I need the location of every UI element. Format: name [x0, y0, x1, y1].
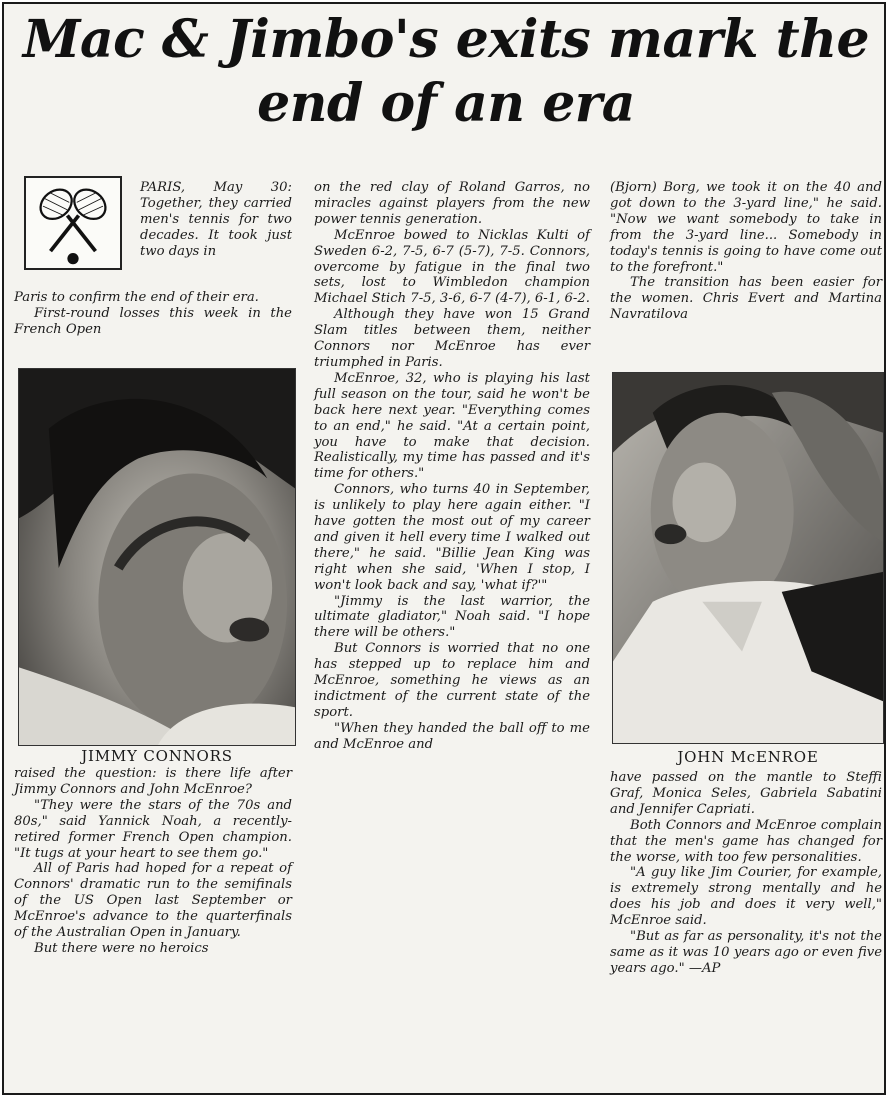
paragraph: have passed on the mantle to Steffi Graf, Monica Seles, Gabriela Sabatini and Jennifer Capriati. [610, 770, 882, 817]
column-3-upper [610, 180, 882, 323]
paragraph: McEnroe bowed to Nicklas Kulti of Sweden 6-2, 7-5, 6-7 (5-7), 7-5. Connors, overcome by fatigue in the final two sets, lost to Wimbledon champion Michael Stich 7-5, 3-6, 6-7 (4-7), 6-1, 6-2. [314, 227, 590, 307]
paragraph: All of Paris had hoped for a repeat of Connors' dramatic run to the semifinals of the US Open last September or McEnroe's advance to the quarterfinals of the Australian Open in January. [14, 861, 292, 941]
paragraph: "A guy like Jim Courier, for example, is extremely strong mentally and he does his job and does it very well," McEnroe said. [610, 865, 882, 929]
photo-john-mcenroe [612, 372, 884, 744]
column-1-upper [14, 290, 292, 338]
column-1-lead [140, 180, 292, 260]
photo-caption-mcenroe: JOHN McENROE [677, 748, 819, 766]
paragraph: First-round losses this week in the French Open [14, 305, 292, 337]
headline: Mac & Jimbo's exits mark the end of an era [22, 9, 870, 134]
photo-jimmy-connors [18, 368, 296, 746]
paragraph: raised the question: is there life after Jimmy Connors and John McEnroe? [14, 766, 292, 797]
crossed-tennis-rackets-icon [24, 176, 122, 270]
paragraph: "Jimmy is the last warrior, the ultimate gladiator," Noah said. "I hope there will be others." [314, 593, 590, 641]
paragraph: But Connors is worried that no one has stepped up to replace him and McEnroe, something he views as an indictment of the current state of the sport. [314, 641, 590, 720]
paragraph: But there were no heroics [34, 940, 209, 956]
paragraph: McEnroe, 32, who is playing his last full season on the tour, said he won't be back here next year. "Everything comes to an end," he said. "At a certain point, you have to make that decision. Realistically, my time has passed and it's time for others." [314, 370, 590, 482]
paragraph: Connors, who turns 40 in September, is unlikely to play here again either. "I have gotten the most out of my career and given it hell every time I walked out there," he said. "Billie Jean King was right when she said, 'When I stop, I won't look back and say, 'what if?'" [314, 482, 590, 593]
paragraph: (Bjorn) Borg, we took it on the 40 and got down to the 3-yard line," he said. "Now we want somebody to take in from the 3-yard line... Somebody in today's tennis is going to have come out to the forefront." [610, 180, 882, 275]
paragraph: on the red clay of Roland Garros, no miracles against players from the new power tennis generation. [314, 180, 590, 227]
paragraph: Paris to confirm the end of their era. [14, 290, 259, 305]
column-1-lower [14, 766, 292, 957]
article-frame [2, 2, 886, 1095]
paragraph: The transition has been easier for the women. Chris Evert and Martina Navratilova [610, 275, 882, 323]
column-3-lower [610, 770, 882, 977]
paragraph: "They were the stars of the 70s and 80s," said Yannick Noah, a recently-retired former French Open champion. "It tugs at your heart to see them go." [14, 797, 292, 861]
column-2 [314, 180, 590, 753]
paragraph: "But as far as personality, it's not the same as it was 10 years ago or even five years ago." —AP [610, 929, 882, 976]
paragraph: Although they have won 15 Grand Slam titles between them, neither Connors nor McEnroe has ever triumphed in Paris. [314, 307, 590, 370]
lead-paragraph: PARIS, May 30: Together, they carried men's tennis for two decades. It took just two days in [140, 180, 292, 259]
paragraph: Both Connors and McEnroe complain that the men's game has changed for the worse, with too few personalities. [610, 817, 882, 865]
photo-caption-connors: JIMMY CONNORS [81, 747, 233, 765]
paragraph: "When they handed the ball off to me and McEnroe and [314, 720, 590, 752]
